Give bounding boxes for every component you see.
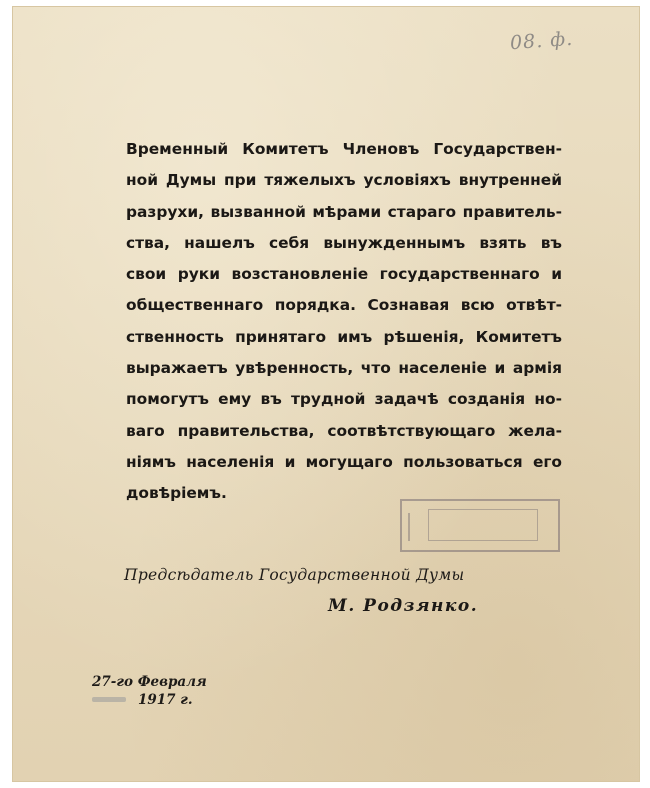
archive-stamp (400, 499, 560, 552)
stamp-inner-frame (428, 509, 538, 541)
date-day-month: 27-го Февраля (92, 674, 207, 690)
text-line: Временный Комитетъ Членовъ Государствен- (126, 140, 562, 158)
stamp-mark (408, 513, 420, 541)
text-line: ваго правительства, соотвѣтствующаго жела- (126, 421, 562, 440)
text-line: выражаетъ увѣренность, что населеніе и армія (126, 359, 562, 378)
pencil-archive-note: 08. ф. (509, 27, 574, 55)
text-line: свои руки возстановленіе государственнаго и (126, 265, 562, 284)
text-line: ніямъ населенія и могущаго пользоваться его (126, 452, 562, 471)
signature-name: М. Родзянко. (328, 596, 479, 616)
signature-title: Предсѣдатель Государственной Думы (124, 566, 465, 584)
date-year: 1917 г. (138, 692, 193, 708)
text-line: разрухи, вызванной мѣрами стараго правитель- (126, 202, 562, 221)
document-sheet (12, 6, 640, 782)
text-line: ства, нашелъ себя вынужденнымъ взять въ (126, 233, 562, 252)
text-line: довѣріемъ. (126, 484, 227, 503)
proclamation-text (126, 134, 562, 510)
ink-smudge (92, 697, 126, 702)
text-line: помогутъ ему въ трудной задачѣ созданія но- (126, 390, 562, 409)
text-line: ственность принятаго имъ рѣшенія, Комитетъ (126, 327, 562, 346)
text-line: общественнаго порядка. Сознавая всю отвѣт- (126, 296, 562, 315)
text-line: ной Думы при тяжелыхъ условіяхъ внутренней (126, 171, 562, 190)
